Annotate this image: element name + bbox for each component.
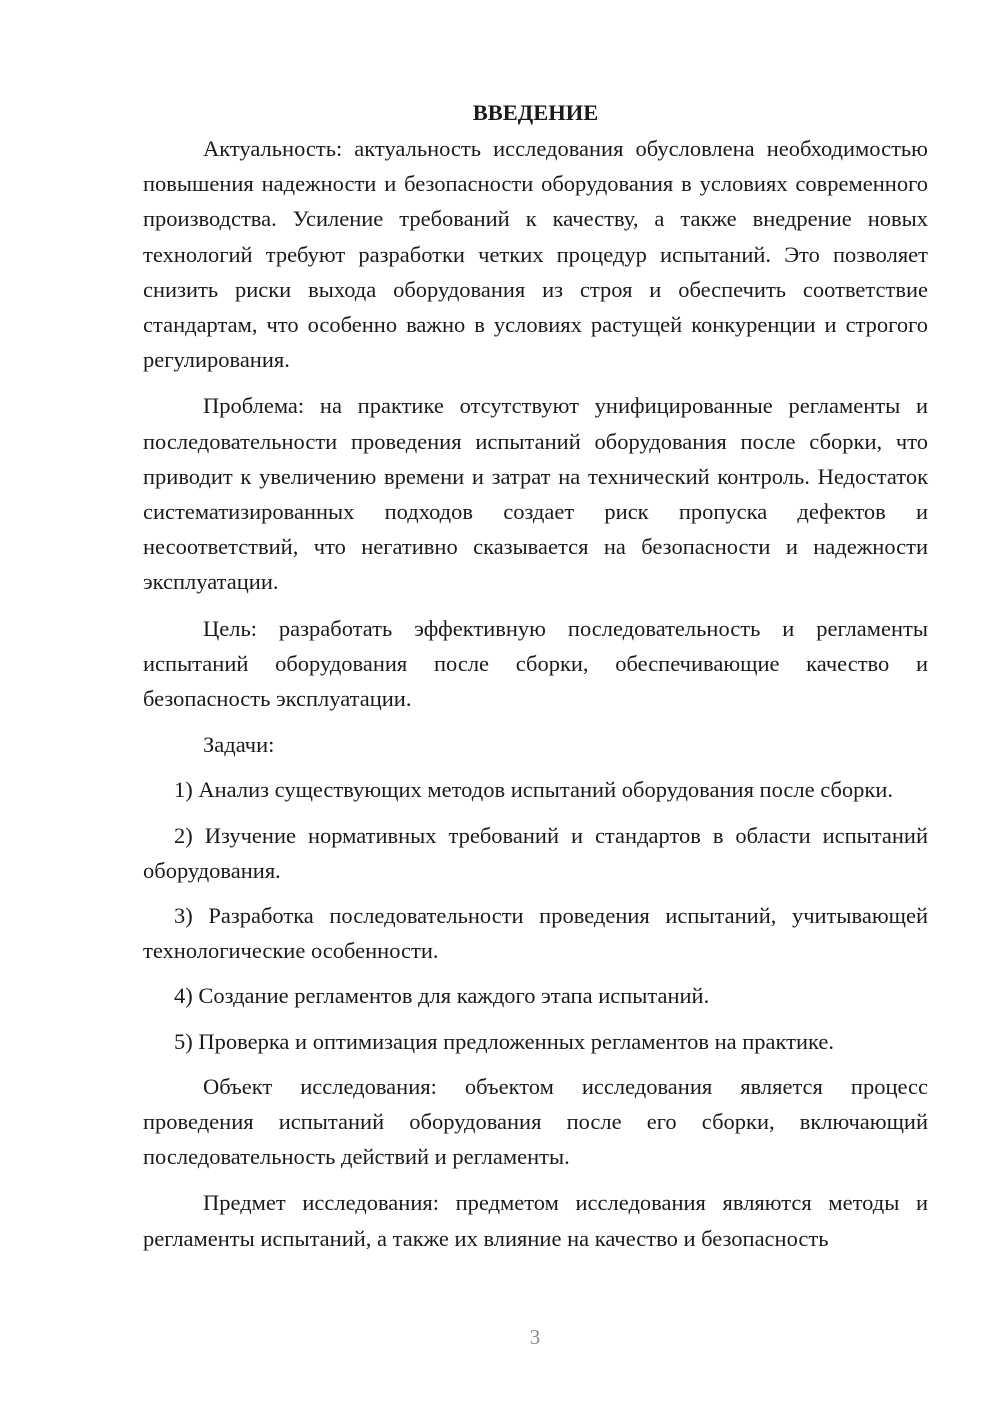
task-item: 5) Проверка и оптимизация предложенных регламентов на практике. bbox=[174, 1028, 835, 1054]
task-item: 1) Анализ существующих методов испытаний оборудования после сборки. bbox=[174, 777, 894, 803]
paragraph-problem: Проблема: на практике отсутствуют унифицированные регламенты и последовательности проведения испытаний оборудования после сборки, что приводит к увеличению времени и затрат на технический контроль. Недостаток систематизированных подходов создает риск пропуска дефектов и несоответствий, что негативно сказывается на безопасности и надежности эксплуатации. bbox=[143, 393, 928, 595]
section-title: ВВЕДЕНИЕ bbox=[472, 100, 599, 125]
paragraph-subject: Предмет исследования: предметом исследования являются методы и регламенты испытаний, а также их влияние на качество и безопасность bbox=[143, 1190, 928, 1251]
tasks-label: Задачи: bbox=[203, 732, 275, 758]
task-item: 3) Разработка последовательности проведения испытаний, учитывающей технологические особенности. bbox=[143, 903, 928, 964]
paragraph-object: Объект исследования: объектом исследования является процесс проведения испытаний оборудования после его сборки, включающий последовательность действий и регламенты. bbox=[143, 1073, 928, 1170]
paragraph-relevance: Актуальность: актуальность исследования обусловлена необходимостью повышения надежности и безопасности оборудования в условиях современного производства. Усиление требований к качеству, а также внедрение новых технологий требуют разработки четких процедур испытаний. Это позволяет снизить риски выхода оборудования из строя и обеспечить соответствие стандартам, что особенно важно в условиях растущей конкуренции и строгого регулирования. bbox=[143, 136, 928, 373]
task-item: 4) Создание регламентов для каждого этапа испытаний. bbox=[174, 983, 710, 1009]
page-content bbox=[143, 95, 928, 1267]
tasks-list bbox=[143, 772, 928, 1058]
page-number: 3 bbox=[529, 1325, 541, 1349]
task-item: 2) Изучение нормативных требований и стандартов в области испытаний оборудования. bbox=[143, 822, 928, 883]
paragraph-goal: Цель: разработать эффективную последовательность и регламенты испытаний оборудования после сборки, обеспечивающие качество и безопасность эксплуатации. bbox=[143, 615, 928, 712]
